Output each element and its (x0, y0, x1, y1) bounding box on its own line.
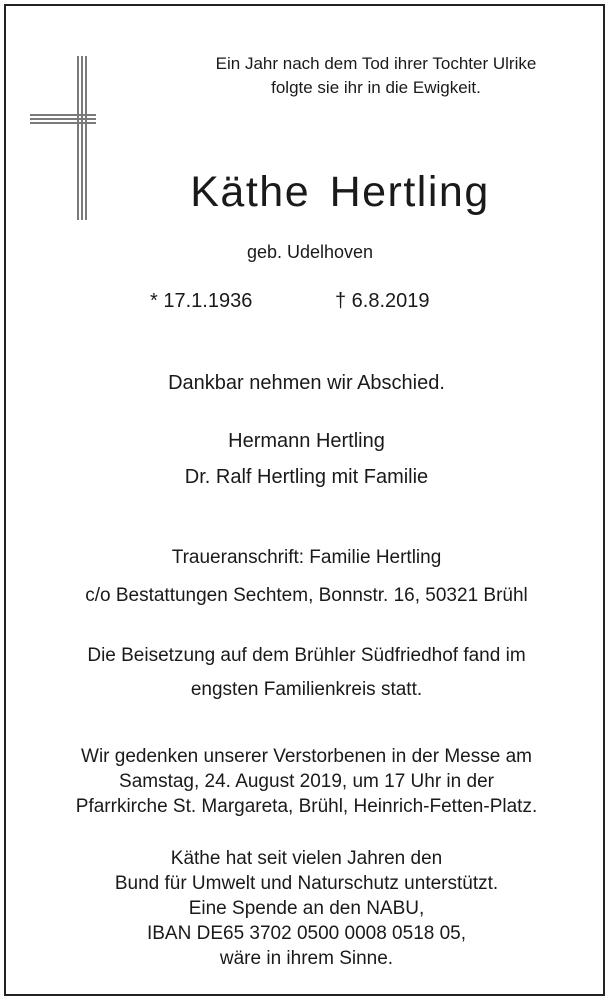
address-line-1: Traueranschrift: Familie Hertling (171, 547, 442, 568)
farewell-text: Dankbar nehmen wir Abschied. (168, 372, 445, 394)
mass-line-2: Samstag, 24. August 2019, um 17 Uhr in der (119, 771, 494, 792)
cross-icon (30, 56, 96, 220)
donation-line-5: wäre in ihrem Sinne. (219, 948, 394, 969)
donation-request (0, 846, 613, 971)
mourner-1: Hermann Hertling (228, 430, 385, 452)
donation-line-3: Eine Spende an den NABU, (188, 898, 425, 919)
mourner-2: Dr. Ralf Hertling mit Familie (184, 466, 429, 488)
death-date: † 6.8.2019 (335, 290, 430, 312)
mass-announcement (0, 744, 613, 819)
intro-text (172, 52, 580, 100)
deceased-name: Käthe Hertling (190, 168, 490, 216)
address-line-2: c/o Bestattungen Sechtem, Bonnstr. 16, 50321 Brühl (85, 585, 528, 606)
donation-line-1: Käthe hat seit vielen Jahren den (170, 848, 443, 869)
donation-line-2: Bund für Umwelt und Naturschutz unterstützt. (114, 873, 499, 894)
burial-line-2: engsten Familienkreis statt. (190, 679, 423, 700)
intro-line-2: folgte sie ihr in die Ewigkeit. (271, 78, 481, 97)
burial-line-1: Die Beisetzung auf dem Brühler Südfriedhof fand im (87, 645, 526, 666)
mass-line-3: Pfarrkirche St. Margareta, Brühl, Heinrich-Fetten-Platz. (75, 796, 538, 817)
intro-line-1: Ein Jahr nach dem Tod ihrer Tochter Ulrike (215, 54, 537, 73)
birth-name: geb. Udelhoven (246, 242, 374, 262)
donation-line-4: IBAN DE65 3702 0500 0008 0518 05, (146, 923, 467, 944)
mass-line-1: Wir gedenken unserer Verstorbenen in der Messe am (81, 746, 532, 767)
birth-date: * 17.1.1936 (150, 290, 253, 312)
